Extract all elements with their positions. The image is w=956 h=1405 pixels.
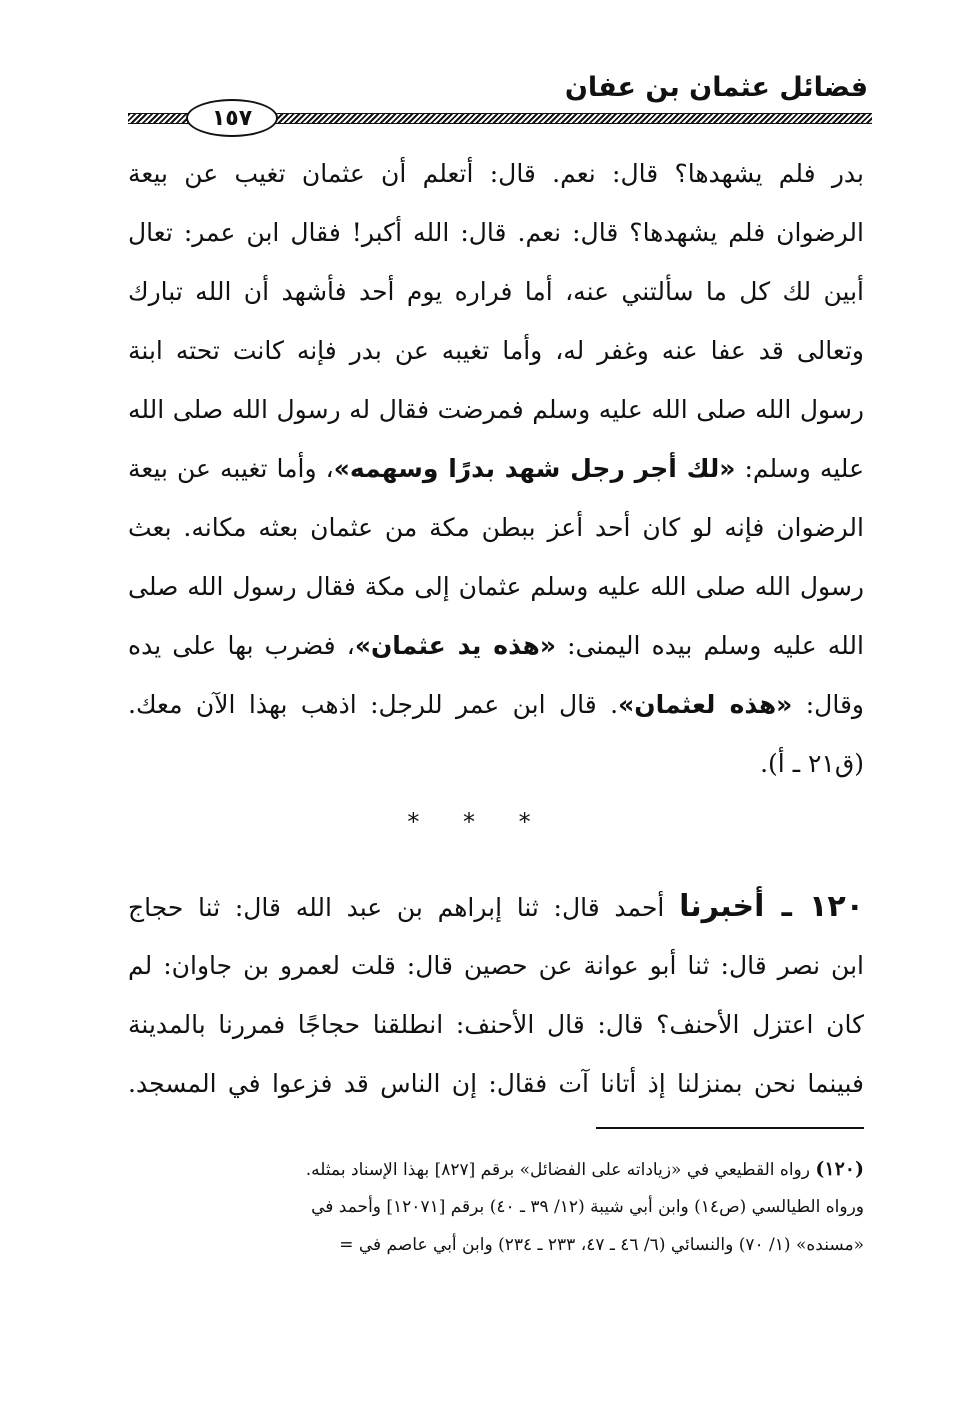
footnote-number: (١٢٠) — [815, 1158, 864, 1180]
text-line-with-quote — [128, 675, 864, 734]
hadith-opening-line — [128, 877, 864, 936]
text-segment: ، وأما تغيبه عن بيعة — [128, 454, 334, 483]
text-segment: ، فضرب بها على يده — [128, 631, 355, 660]
manuscript-reference: (ق٢١ ـ أ). — [760, 749, 864, 778]
text-segment: عليه وسلم: — [735, 454, 864, 483]
prophetic-quote: «هذه لعثمان» — [618, 690, 793, 719]
text-line: ابن نصر قال: ثنا أبو عوانة عن حصين قال: قلت لعمرو بن جاوان: لم — [128, 951, 864, 980]
text-line: رسول الله صلى الله عليه وسلم عثمان إلى مكة فقال رسول الله صلى — [128, 572, 864, 601]
prophetic-quote: «لك أجر رجل شهد بدرًا وسهمه» — [333, 454, 736, 483]
main-text-block-1 — [128, 144, 864, 793]
prophetic-quote: «هذه يد عثمان» — [354, 631, 556, 660]
text-line: الرضوان فإنه لو كان أحد أعز ببطن مكة من عثمان بعثه مكانه. بعث — [128, 513, 864, 542]
footnote-divider — [596, 1127, 864, 1129]
footnote-line: ورواه الطيالسي (ص١٤) وابن أبي شيبة (١٢/ ٣٩ ـ ٤٠) برقم [١٢٠٧١] وأحمد في — [311, 1197, 864, 1217]
hadith-lead-word: أخبرنا — [679, 889, 765, 924]
running-header-title: فضائل عثمان بن عفان — [564, 72, 868, 103]
text-line: كان اعتزل الأحنف؟ قال: قال الأحنف: انطلقنا حجاجًا فمررنا بالمدينة — [128, 1010, 864, 1039]
text-segment: الله عليه وسلم بيده اليمنى: — [556, 631, 864, 660]
page-number: ١٥٧ — [186, 99, 278, 137]
text-segment: وقال: — [792, 690, 864, 719]
footnote-line: «مسنده» (١/ ٧٠) والنسائي (٦/ ٤٦ ـ ٤٧، ٢٣٣ ـ ٢٣٤) وابن أبي عاصم في = — [339, 1235, 864, 1255]
main-text-block-2 — [128, 877, 864, 1113]
text-segment: . قال ابن عمر للرجل: اذهب بهذا الآن معك. — [128, 690, 619, 719]
text-line: الرضوان فلم يشهدها؟ قال: نعم. قال: الله أكبر! فقال ابن عمر: تعال — [128, 218, 864, 247]
text-segment: أحمد قال: ثنا إبراهم بن عبد الله قال: ثنا حجاج — [128, 893, 680, 922]
text-line: أبين لك كل ما سألتني عنه، أما فراره يوم أحد فأشهد أن الله تبارك — [128, 277, 864, 306]
footnote-line — [122, 1150, 864, 1188]
text-line: بدر فلم يشهدها؟ قال: نعم. قال: أتعلم أن عثمان تغيب عن بيعة — [128, 159, 864, 188]
text-line: رسول الله صلى الله عليه وسلم فمرضت فقال له رسول الله صلى الله — [128, 395, 864, 424]
text-line-with-quote — [128, 616, 864, 675]
hadith-number: ١٢٠ ـ — [764, 889, 864, 924]
section-separator: * * * — [407, 808, 549, 836]
text-line: فبينما نحن بمنزلنا إذ أتانا آت فقال: إن الناس قد فزعوا في المسجد. — [128, 1069, 864, 1098]
text-line-with-quote — [128, 439, 864, 498]
text-line: وتعالى قد عفا عنه وغفر له، وأما تغيبه عن بدر فإنه كانت تحته ابنة — [128, 336, 864, 365]
footnotes — [122, 1150, 864, 1264]
footnote-text: رواه القطيعي في «زياداته على الفضائل» برقم [٨٢٧] بهذا الإسناد بمثله. — [305, 1160, 816, 1180]
